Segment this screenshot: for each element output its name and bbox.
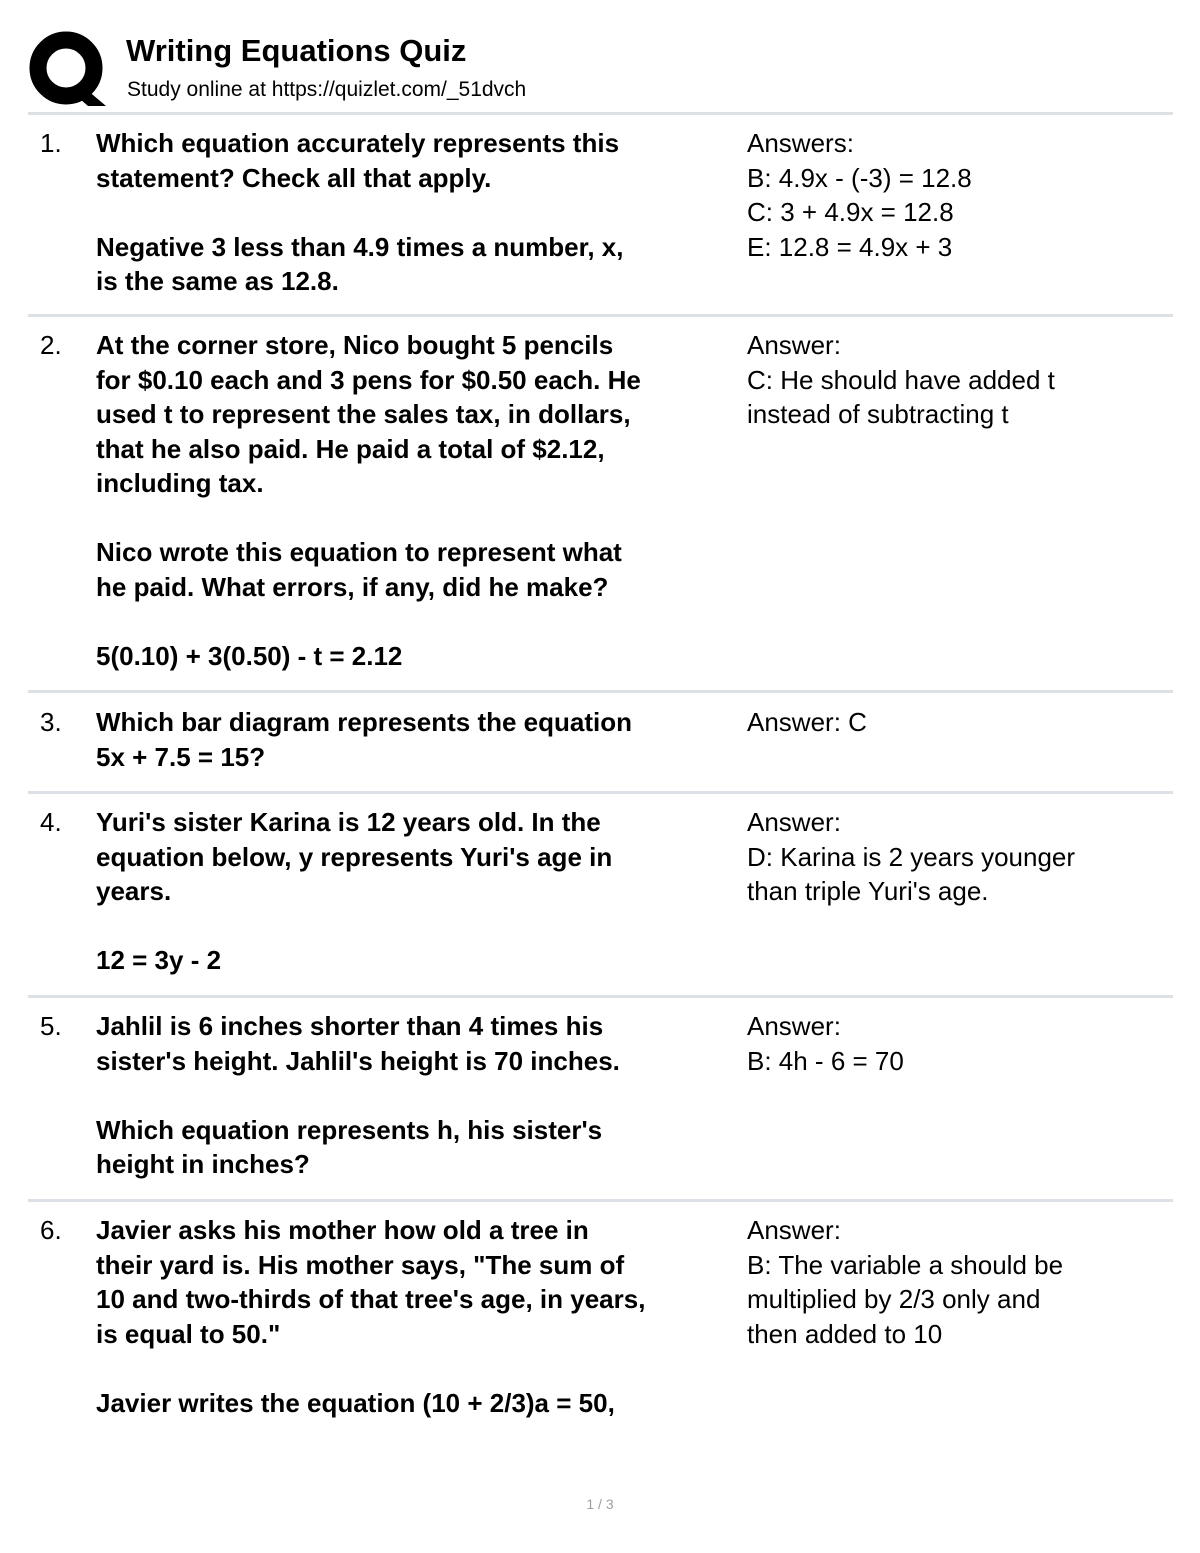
question-text: Which bar diagram represents the equation 5x + 7.5 = 15? [96,707,632,772]
question-number: 1. [40,128,62,158]
divider [28,1199,1173,1202]
question-number: 6. [40,1215,62,1245]
question-number: 2. [40,330,62,360]
quizlet-q-logo-icon [28,30,110,108]
question-text: Which equation accurately represents this statement? Check all that apply. Negative 3 less than 4.9 times a number, x, is the same as 12.8. [96,128,624,296]
divider [28,314,1173,317]
divider [28,995,1173,998]
study-link[interactable]: Study online at https://quizlet.com/_51dvch [127,78,527,101]
question-text: Yuri's sister Karina is 12 years old. In the equation below, y represents Yuri's age in years. 12 = 3y - 2 [96,807,613,975]
page-title: Writing Equations Quiz [126,33,467,68]
page-header [28,30,1178,110]
answer-text: Answer: C: He should have added t instead of subtracting t [747,330,1055,429]
question-number: 3. [40,707,62,737]
question-text: At the corner store, Nico bought 5 pencils for $0.10 each and 3 pens for $0.50 each. He used t to represent the sales tax, in dollars, that he also paid. He paid a total of $2.12, including tax. Nico wrote this equation to represent what he paid. What errors, if any, did he make? 5(0.10) + 3(0.50) - t = 2.12 [96,330,641,671]
question-number: 4. [40,807,62,837]
answer-text: Answer: D: Karina is 2 years younger than triple Yuri's age. [747,807,1076,906]
answer-text: Answer: C [747,707,867,737]
answer-text: Answer: B: The variable a should be multiplied by 2/3 only and then added to 10 [747,1215,1064,1349]
answer-text: Answer: B: 4h - 6 = 70 [747,1011,904,1076]
divider [28,112,1173,115]
question-text: Jahlil is 6 inches shorter than 4 times his sister's height. Jahlil's height is 70 inches. Which equation represents h, his sister's height in inches? [96,1011,620,1179]
answer-text: Answers: B: 4.9x - (-3) = 12.8 C: 3 + 4.9x = 12.8 E: 12.8 = 4.9x + 3 [747,128,972,262]
question-text: Javier asks his mother how old a tree in their yard is. His mother says, "The sum of 10 and two-thirds of that tree's age, in years, is equal to 50." Javier writes the equation (10 + 2/3)a = 50, [96,1215,646,1418]
divider [28,690,1173,693]
question-number: 5. [40,1011,62,1041]
page-indicator: 1 / 3 [586,1496,614,1512]
divider [28,791,1173,794]
